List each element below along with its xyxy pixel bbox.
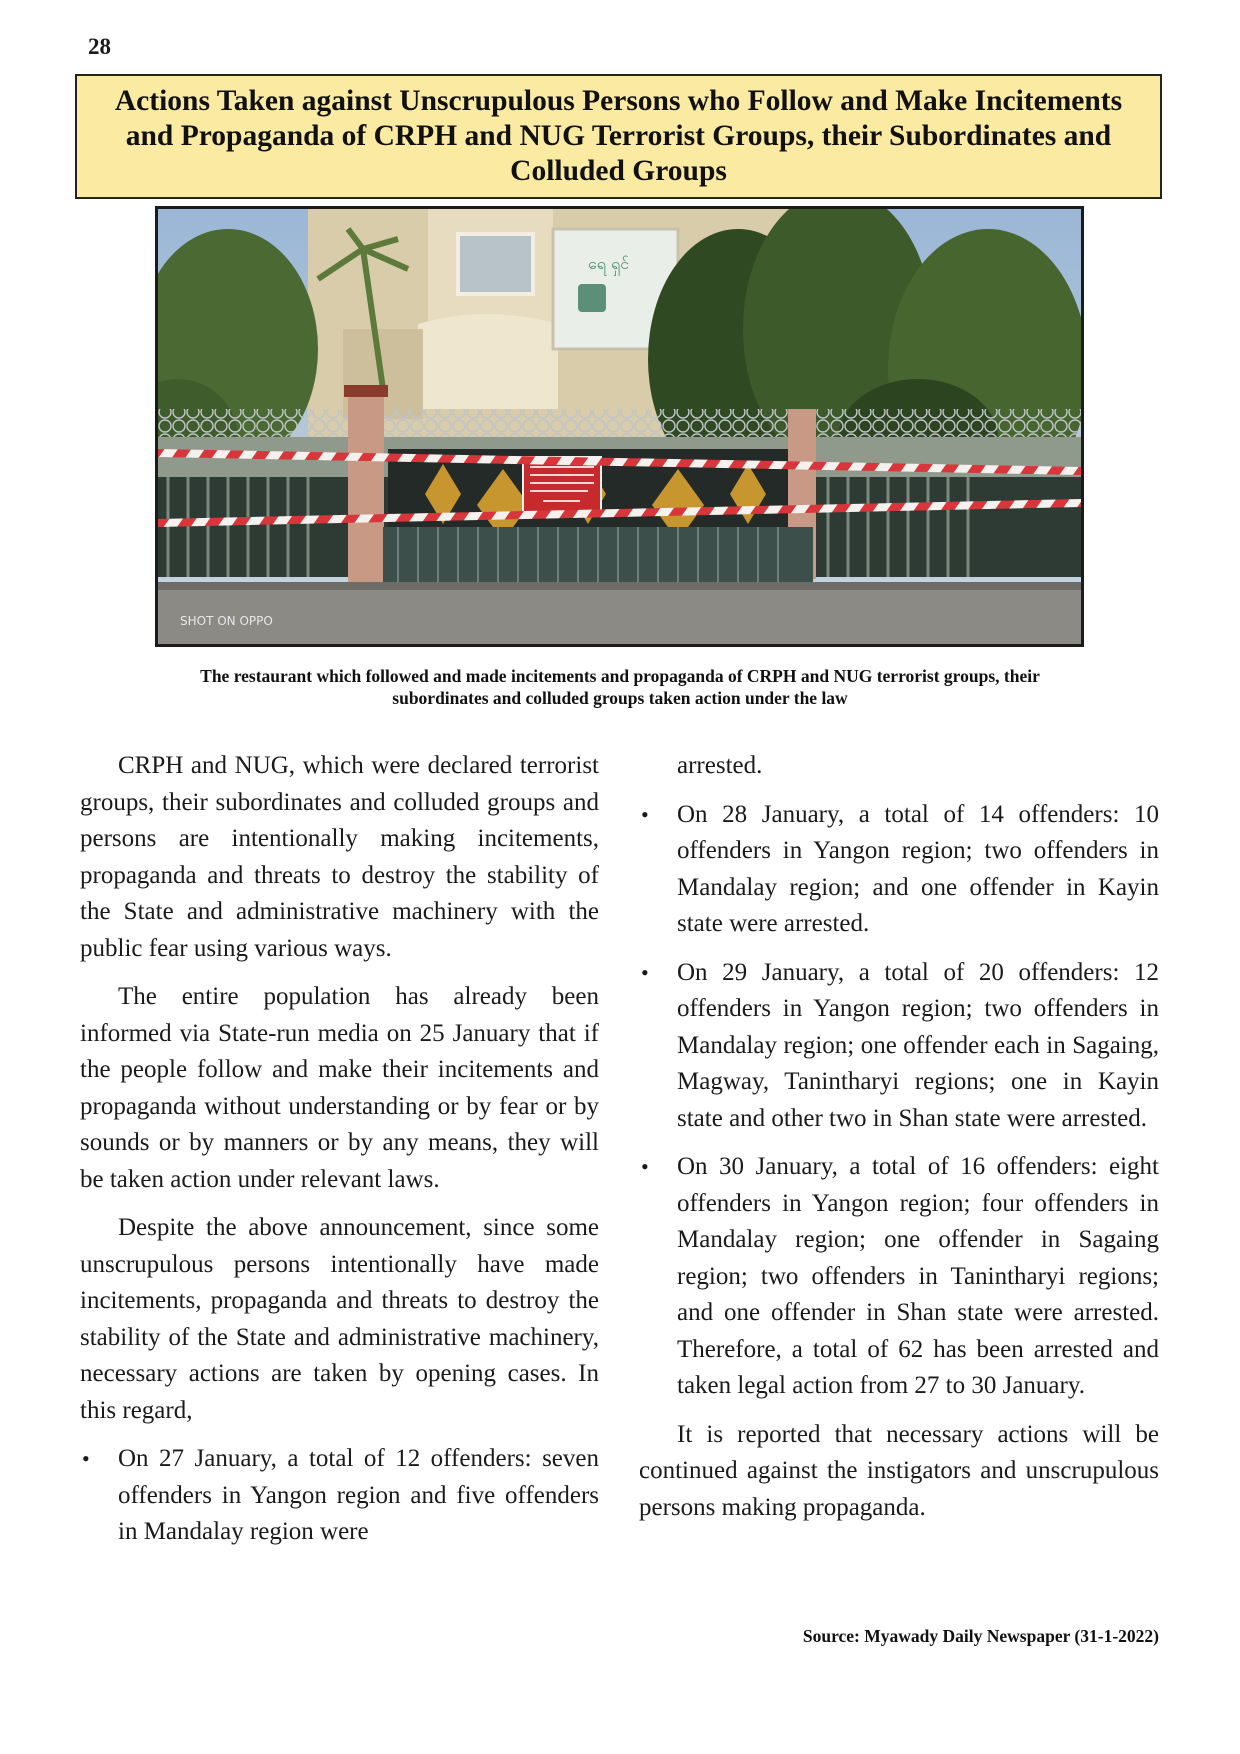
list-item-text: On 28 January, a total of 14 offenders: 10 offenders in Yangon region; two offenders in Mandalay region; and one offender in Kayin state were arrested. (677, 800, 1159, 937)
bullet-list (639, 797, 1159, 1405)
bullet-icon: • (641, 959, 649, 985)
list-item-text: On 27 January, a total of 12 offenders: seven offenders in Yangon region and five offenders in Mandalay region were (118, 1445, 599, 1545)
right-column (639, 748, 1159, 1538)
bullet-icon: • (82, 1446, 90, 1471)
list-item (80, 1441, 599, 1551)
closing-paragraph: It is reported that necessary actions will be continued against the instigators and unscrupulous persons making propaganda. (639, 1420, 1159, 1521)
bullet-icon: • (641, 1154, 649, 1179)
restaurant-photo-illustration (158, 209, 1081, 644)
list-item-text: On 30 January, a total of 16 offenders: eight offenders in Yangon region; four offenders in Mandalay region; one offender in Sagaing region; two offenders in Tanintharyi regions; and one offender in Shan state were arrested. Therefore, a total of 62 has been arrested and taken legal action from 27 to 30 January. (677, 1153, 1159, 1399)
svg-text:ရေ ရှင်: ရေ ရှင် (588, 254, 630, 273)
list-item (639, 797, 1159, 943)
article-title: Actions Taken against Unscrupulous Persons who Follow and Make Incitements and Propaganda of CRPH and NUG Terrorist Groups, their Subordinates and Colluded Groups (114, 85, 1123, 187)
paragraph: The entire population has already been informed via State-run media on 25 January that if the people follow and make their incitements and propaganda without understanding or by fear or by sounds or by manners or by any means, they will be taken action under relevant laws. (80, 983, 599, 1193)
article-title-box (75, 74, 1162, 199)
paragraph: Despite the above announcement, since some unscrupulous persons intentionally have made incitements, propaganda and threats to destroy the stability of the State and administrative machinery, necessary actions are taken by opening cases. In this regard, (80, 1214, 599, 1424)
photo-caption: The restaurant which followed and made incitements and propaganda of CRPH and NUG terrorist groups, their subordinates and colluded groups taken action under the law (200, 666, 1040, 708)
page-number: 28 (88, 34, 111, 59)
list-item (639, 1149, 1159, 1405)
photo-watermark: SHOT ON OPPO (180, 614, 273, 628)
restaurant-photo (155, 206, 1084, 647)
list-item-text: On 29 January, a total of 20 offenders: 12 offenders in Yangon region; two offenders in Mandalay region; one offender each in Sagaing, Magway, Tanintharyi regions; one in Kayin state and other two in Shan state were arrested. (677, 958, 1159, 1132)
continuation-text: arrested. (677, 752, 763, 779)
bullet-icon: • (641, 801, 649, 827)
source-citation: Source: Myawady Daily Newspaper (31-1-2022) (802, 1626, 1159, 1646)
paragraph: CRPH and NUG, which were declared terrorist groups, their subordinates and colluded groups and persons are intentionally making incitements, propaganda and threats to destroy the stability of the State and administrative machinery with the public fear using various ways. (80, 752, 599, 962)
bullet-list (80, 1441, 599, 1551)
left-column (80, 748, 599, 1563)
list-item (639, 955, 1159, 1138)
